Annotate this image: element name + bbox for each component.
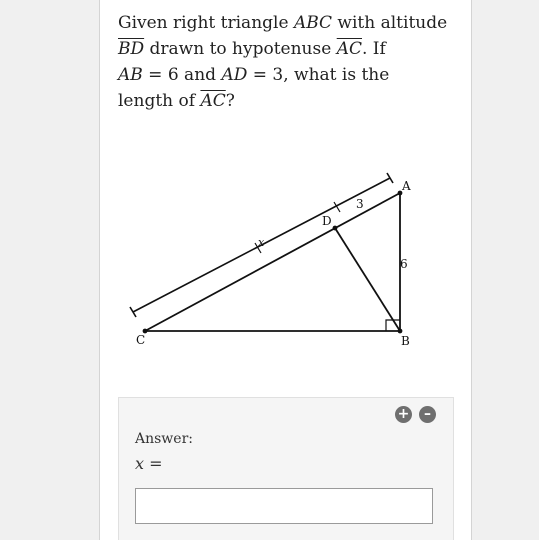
- answer-input[interactable]: [135, 488, 433, 524]
- vertex-b: [398, 329, 403, 334]
- label-3: 3: [356, 197, 364, 211]
- question-text: Given right triangle ABC with altitude $\overline{BD}$ drawn to hypotenuse $\overline{AC}$. If AB = 6 and AD = 3, what is the length of $\overline{AC}$?: [118, 13, 448, 111]
- remove-answer-button[interactable]: –: [419, 406, 436, 423]
- side-ac: [145, 193, 400, 331]
- label-6: 6: [400, 257, 408, 271]
- add-answer-button[interactable]: +: [395, 406, 412, 423]
- label-c: C: [136, 333, 146, 347]
- altitude-bd: [335, 228, 400, 331]
- label-d: D: [322, 214, 332, 228]
- label-b: B: [401, 334, 410, 348]
- label-a: A: [402, 179, 411, 193]
- label-x: x: [258, 236, 265, 249]
- answer-box: [118, 397, 454, 540]
- answer-variable: x =: [135, 454, 163, 473]
- answer-label: Answer:: [135, 431, 193, 447]
- vertex-d: [333, 226, 338, 231]
